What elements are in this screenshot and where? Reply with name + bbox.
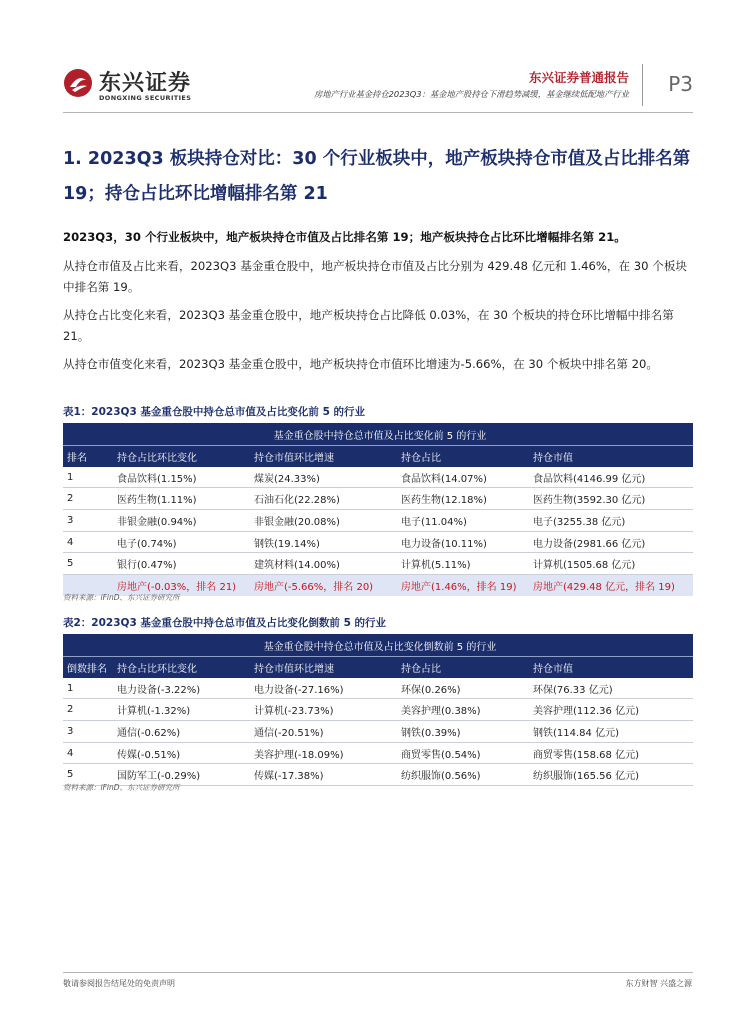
table-cell: 电力设备(-27.16%) [250, 678, 397, 699]
table-cell: 房地产(429.48 亿元，排名 19) [529, 575, 693, 596]
table-cell: 食品饮料(4146.99 亿元) [529, 467, 693, 488]
table-cell: 电子(3255.38 亿元) [529, 510, 693, 532]
table-cell: 通信(-0.62%) [113, 721, 250, 743]
table-cell: 2 [63, 699, 113, 721]
logo-cn-text: 东兴证券 [99, 71, 192, 96]
table-row [63, 553, 693, 575]
table-cell: 电子(0.74%) [113, 531, 250, 553]
footer-slogan: 东方财智 兴盛之源 [625, 979, 692, 988]
table-cell: 3 [63, 721, 113, 743]
table-cell: 石油石化(22.28%) [250, 488, 397, 510]
holding-value-change-paragraph: 从持仓市值变化来看，2023Q3 基金重仓股中，地产板块持仓市值环比增速为-5.66%，在 30 个板块中排名第 20。 [63, 357, 659, 371]
table-row [63, 742, 693, 764]
header-divider [642, 64, 643, 106]
table-cell: 商贸零售(158.68 亿元) [529, 742, 693, 764]
table-cell: 煤炭(24.33%) [250, 467, 397, 488]
table-cell: 4 [63, 531, 113, 553]
table-cell: 非银金融(20.08%) [250, 510, 397, 532]
table-cell: 房地产(-0.03%，排名 21) [113, 575, 250, 596]
table-cell: 传媒(-0.51%) [113, 742, 250, 764]
table1-header-cell: 持仓市值 [529, 446, 693, 467]
company-logo [63, 66, 243, 106]
table-cell: 环保(76.33 亿元) [529, 678, 693, 699]
table-cell: 商贸零售(0.54%) [397, 742, 529, 764]
table2-header-cell: 倒数排名 [63, 657, 113, 678]
table-cell: 纺织服饰(165.56 亿元) [529, 764, 693, 786]
report-type: 东兴证券普通报告 [528, 70, 629, 85]
holding-ratio-change-paragraph: 从持仓占比变化来看，2023Q3 基金重仓股中，地产板块持仓占比降低 0.03%，在 30 个板块的持仓环比增幅中排名第 21。 [63, 308, 674, 343]
table-row [63, 467, 693, 488]
table1-header-cell: 持仓占比 [397, 446, 529, 467]
table-cell: 钢铁(19.14%) [250, 531, 397, 553]
table2 [63, 634, 693, 786]
table1-header-row [63, 446, 693, 467]
table-cell: 计算机(5.11%) [397, 553, 529, 575]
table-row [63, 678, 693, 699]
table-cell: 电力设备(10.11%) [397, 531, 529, 553]
table-cell: 电子(11.04%) [397, 510, 529, 532]
table1-title: 表1：2023Q3 基金重仓股中持仓总市值及占比变化前 5 的行业 [63, 406, 366, 418]
table1 [63, 423, 693, 596]
table-cell: 3 [63, 510, 113, 532]
table-cell: 纺织服饰(0.56%) [397, 764, 529, 786]
summary-paragraph: 2023Q3，30 个行业板块中，地产板块持仓市值及占比排名第 19；地产板块持仓占比环比增幅排名第 21。 [63, 230, 626, 244]
table-cell: 电力设备(2981.66 亿元) [529, 531, 693, 553]
table-cell: 医药生物(12.18%) [397, 488, 529, 510]
table1-header-cell: 持仓占比环比变化 [113, 446, 250, 467]
table-cell: 美容护理(-18.09%) [250, 742, 397, 764]
header-rule [63, 112, 693, 113]
table-cell: 房地产(1.46%，排名 19) [397, 575, 529, 596]
table2-header-cell: 持仓占比环比变化 [113, 657, 250, 678]
table2-header-cell: 持仓市值 [529, 657, 693, 678]
table2-header-cell: 持仓市值环比增速 [250, 657, 397, 678]
table-cell: 食品饮料(14.07%) [397, 467, 529, 488]
dongxing-logo-icon [63, 68, 93, 98]
disclaimer-note: 敬请参阅报告结尾处的免责声明 [63, 979, 175, 988]
table-cell: 非银金融(0.94%) [113, 510, 250, 532]
table1-caption: 基金重仓股中持仓总市值及占比变化前 5 的行业 [63, 423, 693, 446]
table-cell: 钢铁(0.39%) [397, 721, 529, 743]
table-cell: 美容护理(112.36 亿元) [529, 699, 693, 721]
table-cell: 医药生物(1.11%) [113, 488, 250, 510]
table2-header-row [63, 657, 693, 678]
table-cell: 2 [63, 488, 113, 510]
table-cell: 钢铁(114.84 亿元) [529, 721, 693, 743]
logo-en-text: DONGXING SECURITIES [99, 94, 192, 102]
table-cell: 食品饮料(1.15%) [113, 467, 250, 488]
table2-header-cell: 持仓占比 [397, 657, 529, 678]
section-title: 1. 2023Q3 板块持仓对比：30 个行业板块中，地产板块持仓市值及占比排名第 19；持仓占比环比增幅排名第 21 [63, 149, 691, 204]
table-row [63, 488, 693, 510]
table1-header-cell: 持仓市值环比增速 [250, 446, 397, 467]
table-cell: 5 [63, 553, 113, 575]
table-cell: 银行(0.47%) [113, 553, 250, 575]
table2-title: 表2：2023Q3 基金重仓股中持仓总市值及占比变化倒数前 5 的行业 [63, 617, 387, 629]
footer-rule [63, 972, 693, 973]
report-subtitle: 房地产行业基金持仓2023Q3：基金地产股持仓下滑趋势减缓，基金继续低配地产行业 [313, 89, 629, 99]
report-header [63, 62, 693, 112]
page-number: P3 [668, 72, 693, 96]
table1-source: 资料来源：iFinD、东兴证券研究所 [63, 593, 180, 602]
table-cell: 环保(0.26%) [397, 678, 529, 699]
table-cell: 计算机(-1.32%) [113, 699, 250, 721]
holding-value-paragraph: 从持仓市值及占比来看，2023Q3 基金重仓股中，地产板块持仓市值及占比分别为 429.48 亿元和 1.46%，在 30 个板块中排名第 19。 [63, 259, 688, 294]
table-cell: 通信(-20.51%) [250, 721, 397, 743]
table-cell: 5 [63, 764, 113, 786]
table-cell: 计算机(1505.68 亿元) [529, 553, 693, 575]
table-cell: 4 [63, 742, 113, 764]
table-cell: 房地产(-5.66%，排名 20) [250, 575, 397, 596]
table-cell: 国防军工(-0.29%) [113, 764, 250, 786]
table-row [63, 721, 693, 743]
table-row [63, 510, 693, 532]
table-cell: 电力设备(-3.22%) [113, 678, 250, 699]
table-row [63, 531, 693, 553]
table-cell: 美容护理(0.38%) [397, 699, 529, 721]
table-cell: 建筑材料(14.00%) [250, 553, 397, 575]
table-cell: 计算机(-23.73%) [250, 699, 397, 721]
table-cell: 1 [63, 678, 113, 699]
table2-caption: 基金重仓股中持仓总市值及占比变化倒数前 5 的行业 [63, 634, 693, 657]
table1-header-cell: 排名 [63, 446, 113, 467]
table2-source: 资料来源：iFinD、东兴证券研究所 [63, 783, 180, 792]
table-cell: 传媒(-17.38%) [250, 764, 397, 786]
table-cell: 1 [63, 467, 113, 488]
table-cell: 医药生物(3592.30 亿元) [529, 488, 693, 510]
table-row [63, 699, 693, 721]
